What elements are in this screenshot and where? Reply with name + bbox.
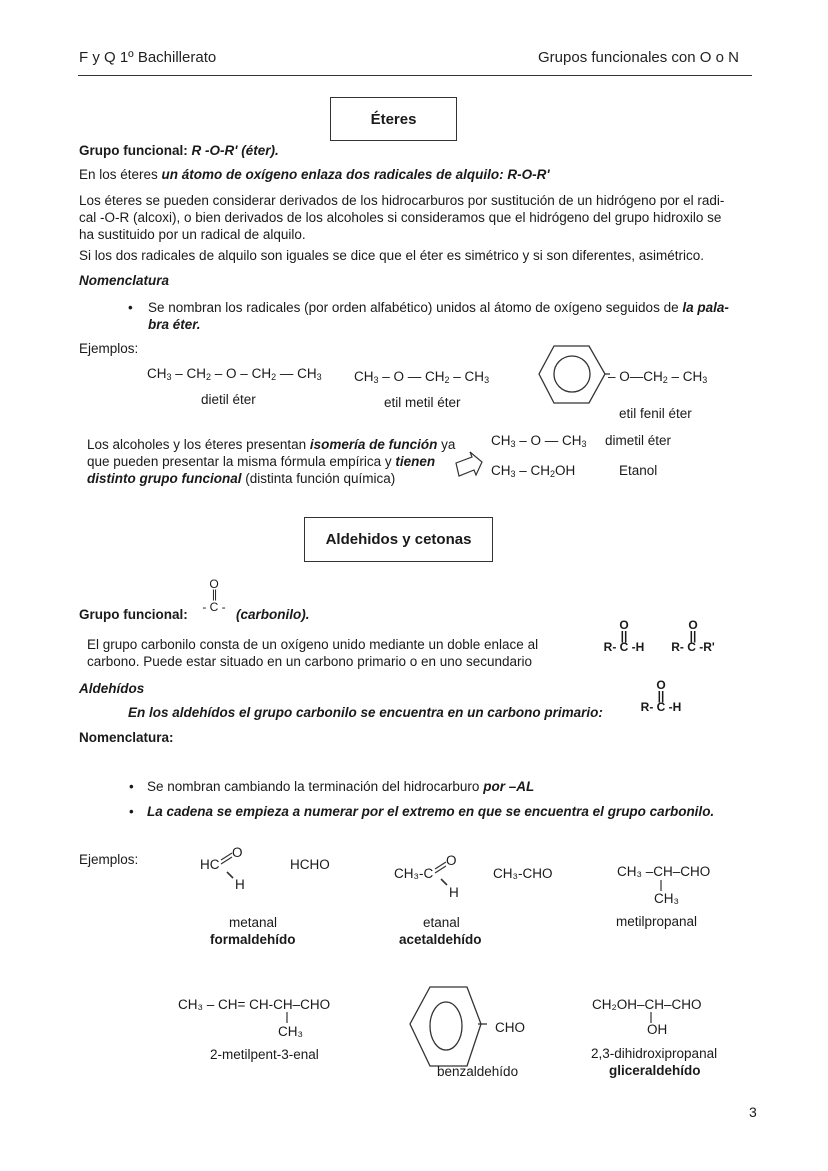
eteres-intro xyxy=(79,167,550,182)
eteres-grupo-funcional xyxy=(79,143,279,158)
formula-etil-metil-eter: $CH_3$ – O — $CH_2 - CH_3$ xyxy=(354,369,490,385)
header-course: F y Q 1º Bachillerato xyxy=(79,49,217,66)
metanal-name: metanal xyxy=(229,915,278,930)
section-title-aldehidos xyxy=(304,517,493,562)
aldehidos-grupo-label: Grupo funcional: xyxy=(79,607,188,622)
aldehidos-bullet-1: • Se nombran cambiando la terminación del hidrocarburo por –AL xyxy=(129,779,535,794)
eteres-nomenclatura-bullet xyxy=(128,299,752,333)
eteres-nomenclatura-heading: Nomenclatura xyxy=(79,273,170,288)
name-etil-metil-eter: etil metil éter xyxy=(384,395,461,410)
formula-etanol: $CH_3 - CH_2OH$ xyxy=(491,463,576,479)
etanal-structural-c: CH₃-C xyxy=(394,866,434,881)
struct-ketone-general: O || R- C -R' xyxy=(671,618,715,654)
bullet-icon: • xyxy=(128,300,133,315)
intro-emph: un átomo de oxígeno enlaza dos radicales de alquilo: R-O-R' xyxy=(161,167,550,182)
metilpentenal-main-chain: CH₃ – CH= CH-CH–CHO xyxy=(178,997,331,1012)
eteres-paragraph-derivados xyxy=(79,192,751,243)
name-etanol: Etanol xyxy=(619,463,658,478)
page-number: 3 xyxy=(749,1104,757,1120)
aldehidos-bullet-2: • La cadena se empieza a numerar por el extremo en que se encuentra el grupo carbonilo. xyxy=(129,804,715,819)
para-line: Los éteres se pueden considerar derivados de los hidrocarburos por sustitución de un hidrógeno por el radi- xyxy=(79,193,725,208)
eteres-paragraph-simetrico: Si los dos radicales de alquilo son iguales se dice que el éter es simétrico y si son diferentes, asimétrico. xyxy=(79,248,705,263)
benzene-ring-icon xyxy=(538,345,608,405)
bullet-text: Se nombran los radicales (por orden alfabético) unidos al átomo de oxígeno seguidos de xyxy=(148,300,683,315)
metilpropanal-branch: CH₃ xyxy=(654,891,679,906)
metilpropanal-main-chain: CH₃ –CH–CHO xyxy=(617,864,711,879)
etanal-structural-o: O xyxy=(446,853,457,868)
isomeria-arrow-icon xyxy=(454,448,488,478)
etanal-condensed: CH₃-CHO xyxy=(493,866,553,881)
isomeria-text: Los alcoholes y los éteres presentan isomería de función ya que pueden presentar la misma fórmula empírica y tienen distinto grupo funcional (distinta función química) xyxy=(87,437,456,486)
grupo-label: Grupo funcional: xyxy=(79,143,188,158)
section-title-text: Aldehidos y cetonas xyxy=(325,531,472,548)
section-title-text: Éteres xyxy=(370,110,417,128)
metilpentenal-name: 2-metilpent-3-enal xyxy=(210,1047,319,1062)
gliceraldehido-common-name: gliceraldehído xyxy=(609,1063,701,1078)
carbonyl-symbol: O || - C - xyxy=(202,577,226,614)
metilpentenal-branch-bond xyxy=(285,1012,289,1024)
bullet-emph: bra éter. xyxy=(148,317,201,332)
metilpentenal-branch: CH₃ xyxy=(278,1024,303,1039)
gliceraldehido-main-chain: CH₂OH–CH–CHO xyxy=(592,997,702,1012)
metanal-condensed: HCHO xyxy=(290,857,330,872)
header-divider xyxy=(78,75,752,76)
aldehidos-ejemplos-label: Ejemplos: xyxy=(79,852,139,867)
struct-aldehyde-general: O || R- C -H xyxy=(603,618,645,654)
benzene-ring-icon xyxy=(409,986,489,1068)
formula-dietil-eter: $CH_3 - CH_2$ – O – $CH_2$ — $CH_3$ xyxy=(147,366,322,382)
metanal-structural-o: O xyxy=(232,845,243,860)
gliceraldehido-branch: OH xyxy=(647,1022,668,1037)
etanal-common-name: acetaldehído xyxy=(399,932,482,947)
bullet-emph: la pala- xyxy=(682,300,729,315)
benzaldehido-name: benzaldehído xyxy=(437,1064,519,1079)
etanal-name: etanal xyxy=(423,915,460,930)
name-etil-fenil-eter: etil fenil éter xyxy=(619,406,692,421)
metanal-common-name: formaldehído xyxy=(210,932,296,947)
intro-plain: En los éteres xyxy=(79,167,162,182)
aldehidos-grupo-value: (carbonilo). xyxy=(236,607,310,622)
name-dietil-eter: dietil éter xyxy=(201,392,256,407)
aldehidos-definition: En los aldehídos el grupo carbonilo se encuentra en un carbono primario: xyxy=(128,705,603,720)
aldehidos-heading: Aldehídos xyxy=(79,681,145,696)
benzaldehido-substituent: CHO xyxy=(495,1020,525,1035)
section-title-eteres xyxy=(330,97,457,141)
bullet-icon: • xyxy=(129,804,134,819)
grupo-value: R -O-R' (éter). xyxy=(191,143,279,158)
struct-aldehyde-inline: O || R- C -H xyxy=(640,678,682,714)
formula-etil-fenil-eter: – $O—CH_2 - CH_3$ xyxy=(608,369,708,385)
para-line: ha sustituido por un radical de alquilo. xyxy=(79,227,306,242)
etanal-structural-h: H xyxy=(449,885,459,900)
para-line: cal -O-R (alcoxi), o bien derivados de los alcoholes si consideramos que el hidrógeno del grupo hidroxilo se xyxy=(79,210,722,225)
aldehidos-nomenclatura-heading: Nomenclatura: xyxy=(79,730,174,745)
metanal-structural-c: HC xyxy=(200,857,220,872)
name-dimetil-eter: dimetil éter xyxy=(605,433,672,448)
gliceraldehido-name: 2,3-dihidroxipropanal xyxy=(591,1046,718,1061)
carbonilo-description: El grupo carbonilo consta de un oxígeno unido mediante un doble enlace al carbono. Puede estar situado en un carbono primario o en uno secundario xyxy=(87,637,539,669)
bullet-icon: • xyxy=(129,779,134,794)
header-topic: Grupos funcionales con O o N xyxy=(538,49,739,66)
eteres-ejemplos-label: Ejemplos: xyxy=(79,341,139,356)
formula-dimetil-eter: $CH_3$ – O — $CH_3$ xyxy=(491,433,587,449)
metanal-structural-h: H xyxy=(235,877,245,892)
metilpropanal-name: metilpropanal xyxy=(616,914,698,929)
